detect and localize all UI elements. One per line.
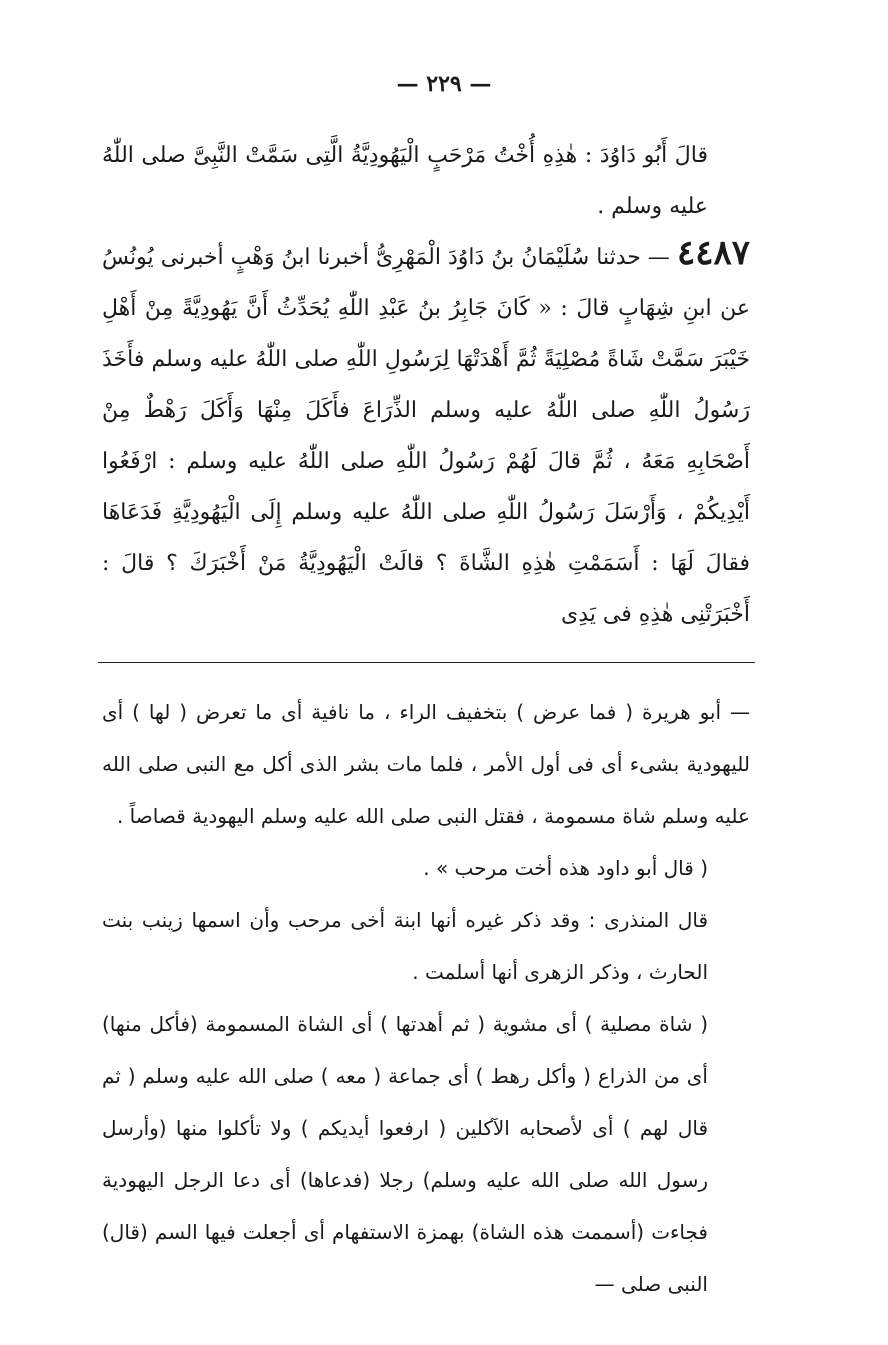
commentary-paragraph: ( شاة مصلية ) أى مشوية ( ثم أهدتها ) أى الشاة المسمومة (فأكل منها) أى من الذراع ( وأكل رهط ) أى جماعة ( معه ) صلى الله عليه وسلم ( ثم قال لهم ) أى لأصحابه الآكلين ( ارفعوا أيديكم ) ولا تأكلوا منها (وأرسل رسول الله صلى الله عليه وسلم) رجلا (فدعاها) أى دعا الرجل اليهودية فجاءت (أسممت هذه الشاة) بهمزة الاستفهام أى أجعلت فيها السم (قال) النبى صلى —	[102, 1012, 708, 1296]
main-text	[102, 130, 750, 640]
page-number: — ٢٢٩ —	[396, 71, 492, 97]
commentary-paragraph: قال المنذرى : وقد ذكر غيره أنها ابنة أخى مرحب وأن اسمها زينب بنت الحارث ، وذكر الزهرى أنها أسلمت .	[102, 908, 708, 984]
commentary-paragraph: — أبو هريرة ( فما عرض ) بتخفيف الراء ، ما نافية أى ما تعرض ( لها ) أى لليهودية بشىء أى فى أول الأمر ، فلما مات بشر الذى أكل مع النبى صلى الله عليه وسلم شاة مسمومة ، فقتل النبى صلى الله عليه وسلم اليهودية قصاصاً .	[102, 700, 750, 828]
hadith-text: — حدثنا سُلَيْمَانُ بنُ دَاوُدَ الْمَهْرِىُّ أخبرنا ابنُ وَهْبٍ أخبرنى يُونُسُ عن ابنِ شِهَابٍ قالَ : « كَانَ جَابِرُ بنُ عَبْدِ اللّٰهِ يُحَدِّثُ أَنَّ يَهُودِيَّةً مِنْ أَهْلِ خَيْبَرَ سَمَّتْ شَاةً مُصْلِيَةً ثُمَّ أَهْدَتْهَا لِرَسُولِ اللّٰهِ صلى اللّٰهُ عليه وسلم فأَخَذَ رَسُولُ اللّٰهِ صلى اللّٰهُ عليه وسلم الذِّرَاعَ فأَكَلَ مِنْهَا وَأَكَلَ رَهْطٌ مِنْ أَصْحَابِهِ مَعَهُ ، ثُمَّ قالَ لَهُمْ رَسُولُ اللّٰهِ صلى اللّٰهُ عليه وسلم : ارْفَعُوا أَيْدِيكُمْ ، وَأَرْسَلَ رَسُولُ اللّٰهِ صلى اللّٰهُ عليه وسلم إِلَى الْيَهُودِيَّةِ فَدَعَاهَا فقالَ لَهَا : أَسَمَمْتِ هٰذِهِ الشَّاةَ ؟ قالَتْ الْيَهُودِيَّةُ مَنْ أَخْبَرَكَ ؟ قالَ : أَخْبَرَتْنِى هٰذِهِ فى يَدِى	[102, 245, 750, 627]
footnote-divider	[98, 662, 755, 663]
commentary-paragraph: ( قال أبو داود هذه أخت مرحب » .	[423, 856, 708, 880]
continuation-paragraph: قالَ أَبُو دَاوُدَ : هٰذِهِ أُخْتُ مَرْحَبٍ الْيَهُودِيَّةُ الَّتِى سَمَّتْ النَّبِىَّ صلى اللّٰهُ عليه وسلم .	[102, 143, 708, 219]
commentary	[102, 686, 750, 1310]
hadith-paragraph	[102, 232, 750, 640]
hadith-number: ٤٤٨٧	[676, 233, 750, 273]
